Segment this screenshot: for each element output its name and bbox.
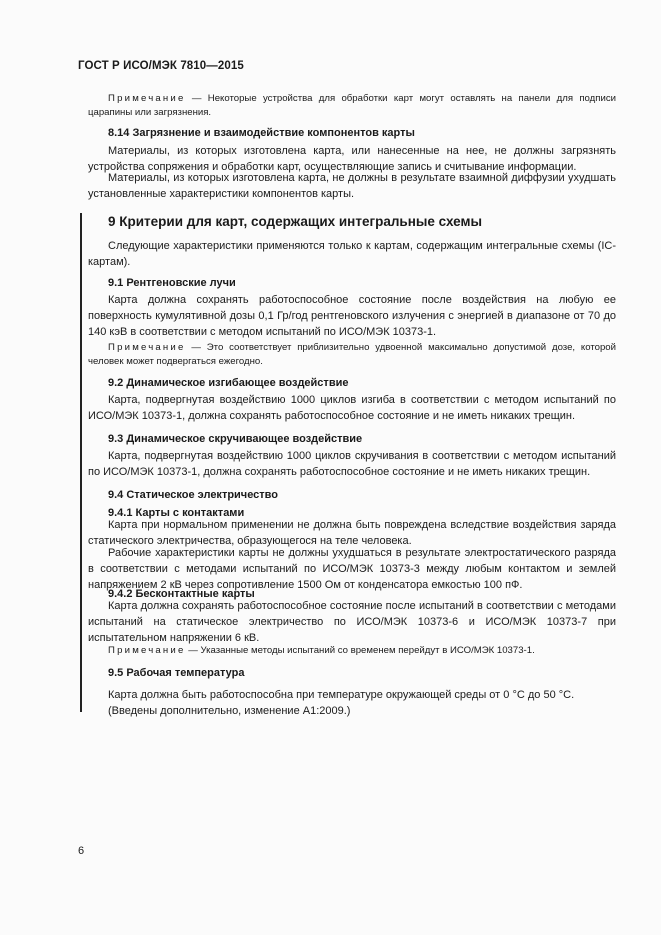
section-9-1-heading: 9.1 Рентгеновские лучи	[108, 277, 236, 289]
page-number: 6	[78, 845, 85, 857]
section-9-heading: 9 Критерии для карт, содержащих интегральные схемы	[108, 214, 482, 229]
note-paragraph	[88, 92, 616, 120]
section-9-4-note: Примечание — Указанные методы испытаний со временем перейдут в ИСО/МЭК 10373-1.	[108, 645, 535, 656]
section-9-4-2-heading: 9.4.2 Бесконтактные карты	[108, 588, 255, 600]
note-text: — Некоторые устройства для обработки карт могут оставлять на панели для подписи царапины или загрязнения.	[88, 93, 616, 118]
section-9-4-1-heading: 9.4.1 Карты с контактами	[108, 507, 245, 519]
section-9-intro: Следующие характеристики применяются только к картам, содержащим интегральные схемы (IC-картам).	[88, 240, 616, 268]
section-9-2-paragraph: Карта, подвергнутая воздействию 1000 циклов изгиба в соответствии с методом испытаний по ИСО/МЭК 10373-1, должна сохранять работоспособное состояние и не иметь никаких трещин.	[88, 394, 616, 422]
section-9-2-heading: 9.2 Динамическое изгибающее воздействие	[108, 377, 349, 389]
section-9-3-heading: 9.3 Динамическое скручивающее воздействие	[108, 433, 363, 445]
section-9-4-1-paragraph-1: Карта при нормальном применении не должна быть повреждена вследствие воздействия заряда статического электричества, образующегося на теле человека.	[88, 519, 616, 547]
document-header: ГОСТ Р ИСО/МЭК 7810—2015	[78, 60, 244, 72]
section-9-4-2-paragraph: Карта должна сохранять работоспособное состояние после испытаний в соответствии с методами испытаний на статическое электричество по ИСО/МЭК 10373-6 и ИСО/МЭК 10373-7 при испытательном напряжении 6 кВ.	[88, 600, 616, 644]
section-9-1-note: Примечание — Это соответствует приблизительно удвоенной максимально допустимой дозе, которой человек может подвергаться ежегодно.	[88, 342, 616, 367]
section-8-14-paragraph-2: Материалы, из которых изготовлена карта, не должны в результате взаимной диффузии ухудшать установленные характеристики компонентов карты.	[88, 172, 616, 200]
change-bar	[80, 213, 82, 712]
section-9-5-paragraph-2: (Введены дополнительно, изменение А1:2009.)	[108, 705, 351, 717]
section-9-5-paragraph-1: Карта должна быть работоспособна при температуре окружающей среды от 0 °С до 50 °С.	[108, 689, 575, 701]
section-9-4-1-paragraph-2: Рабочие характеристики карты не должны ухудшаться в результате электростатического разряда в соответствии с методами испытаний по ИСО/МЭК 10373-3 между любым контактом и землей напряжением 2 кВ через сопротивление 1500 Ом от конденсатора емкостью 100 пФ.	[88, 547, 616, 591]
section-9-3-paragraph: Карта, подвергнутая воздействию 1000 циклов скручивания в соответствии с методом испытаний по ИСО/МЭК 10373-1, должна сохранять работоспособное состояние и не иметь никаких трещин.	[88, 450, 616, 478]
section-9-1-paragraph: Карта должна сохранять работоспособное состояние после воздействия на любую ее поверхность кумулятивной дозы 0,1 Гр/год рентгеновского излучения с энергией в диапазоне от 70 до 140 кэВ в соответствии с методом испытаний по ИСО/МЭК 10373-1.	[88, 294, 616, 338]
section-8-14-heading: 8.14 Загрязнение и взаимодействие компонентов карты	[108, 127, 415, 139]
section-9-4-heading: 9.4 Статическое электричество	[108, 489, 279, 501]
note-label: Примечание	[108, 93, 186, 104]
section-8-14-paragraph-1: Материалы, из которых изготовлена карта, или нанесенные на нее, не должны загрязнять устройства сопряжения и обработки карт, осуществляющие запись и считывание информации.	[88, 145, 616, 173]
section-9-5-heading: 9.5 Рабочая температура	[108, 667, 245, 679]
